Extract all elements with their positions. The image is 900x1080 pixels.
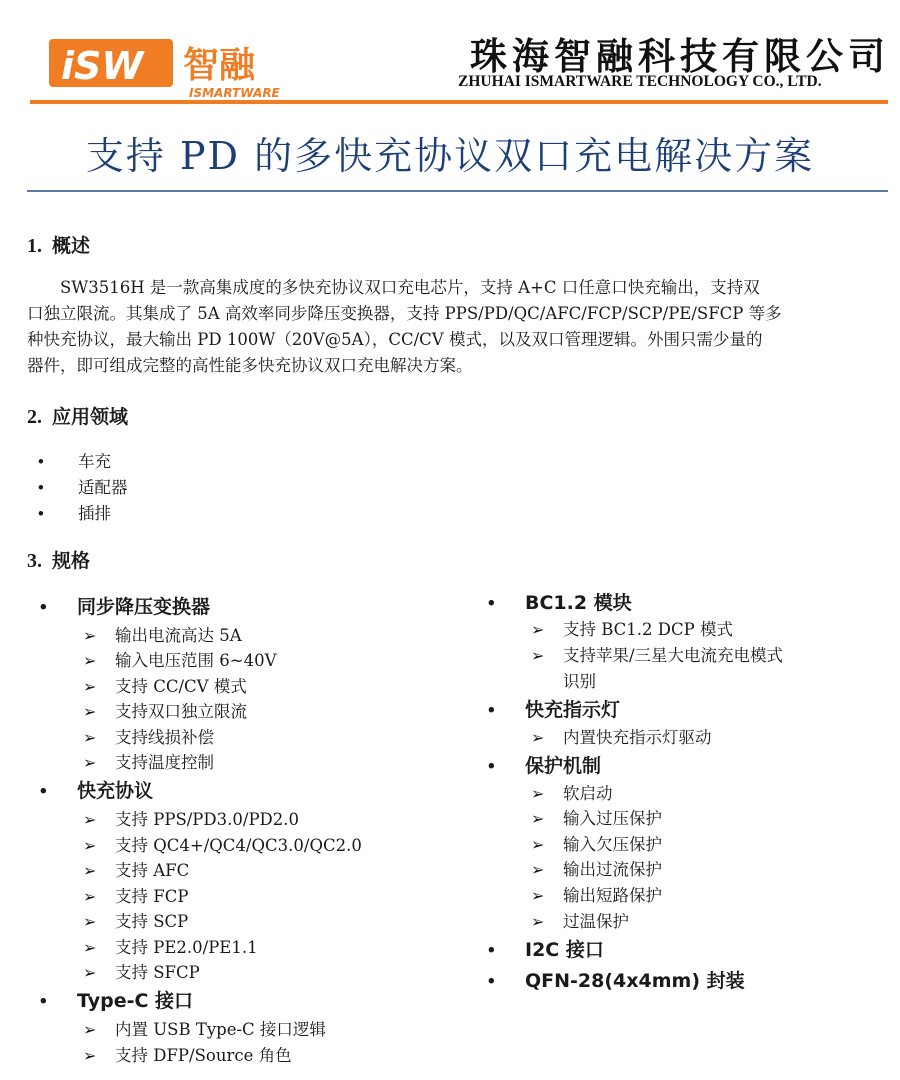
arrow-bullet-icon: ➢ bbox=[83, 626, 97, 645]
company-name-chinese: 珠海智融科技有限公司 bbox=[470, 34, 890, 78]
bullet-icon: • bbox=[38, 505, 44, 523]
arrow-bullet-icon: ➢ bbox=[531, 646, 545, 665]
bullet-icon: • bbox=[40, 991, 47, 1012]
arrow-bullet-icon: ➢ bbox=[83, 1046, 97, 1065]
arrow-bullet-icon: ➢ bbox=[83, 912, 97, 931]
arrow-bullet-icon: ➢ bbox=[531, 784, 545, 803]
spec-group-title: • I2C 接口 bbox=[488, 939, 604, 961]
arrow-bullet-icon: ➢ bbox=[83, 963, 97, 982]
spec-group-title: • 同步降压变换器 bbox=[40, 596, 211, 618]
spec-item: ➢ 支持 AFC bbox=[83, 861, 190, 880]
spec-item-continuation: 识别 bbox=[563, 672, 596, 691]
list-item: • 插排 bbox=[38, 504, 111, 523]
arrow-bullet-icon: ➢ bbox=[83, 836, 97, 855]
arrow-bullet-icon: ➢ bbox=[83, 938, 97, 957]
arrow-bullet-icon: ➢ bbox=[83, 1020, 97, 1039]
spec-item: ➢ 支持 DFP/Source 角色 bbox=[83, 1046, 292, 1065]
spec-item: ➢ 支持苹果/三星大电流充电模式 bbox=[531, 646, 784, 665]
paragraph-line: 种快充协议，最大输出 PD 100W（20V@5A），CC/CV 模式，以及双口管理逻辑。外围只需少量的 bbox=[27, 330, 763, 349]
paragraph-line: SW3516H 是一款高集成度的多快充协议双口充电芯片，支持 A+C 口任意口快充输出，支持双 bbox=[27, 278, 760, 297]
spec-item: ➢ 内置快充指示灯驱动 bbox=[531, 728, 712, 747]
arrow-bullet-icon: ➢ bbox=[83, 677, 97, 696]
spec-item: ➢ 输出过流保护 bbox=[531, 860, 662, 879]
arrow-bullet-icon: ➢ bbox=[83, 887, 97, 906]
arrow-bullet-icon: ➢ bbox=[83, 753, 97, 772]
logo-chinese-name: 智融 bbox=[183, 45, 256, 86]
list-item: • 适配器 bbox=[38, 478, 128, 497]
spec-item: ➢ 支持 CC/CV 模式 bbox=[83, 677, 247, 696]
section-heading-overview bbox=[27, 231, 90, 258]
bullet-icon: • bbox=[488, 940, 495, 961]
spec-item: ➢ 软启动 bbox=[531, 784, 613, 803]
bullet-icon: • bbox=[488, 971, 495, 992]
header-divider bbox=[30, 100, 888, 104]
overview-paragraph bbox=[27, 275, 877, 379]
spec-item: ➢ 过温保护 bbox=[531, 912, 629, 931]
arrow-bullet-icon: ➢ bbox=[531, 809, 545, 828]
spec-item: ➢ 支持 SCP bbox=[83, 912, 189, 931]
bullet-icon: • bbox=[488, 700, 495, 721]
spec-item: ➢ 输出电流高达 5A bbox=[83, 626, 242, 645]
section-title: 规格 bbox=[52, 550, 91, 572]
arrow-bullet-icon: ➢ bbox=[83, 702, 97, 721]
section-title: 概述 bbox=[52, 235, 91, 257]
arrow-bullet-icon: ➢ bbox=[83, 728, 97, 747]
section-title: 应用领域 bbox=[52, 406, 129, 428]
bullet-icon: • bbox=[38, 453, 44, 471]
spec-group-title: • QFN-28(4x4mm) 封装 bbox=[488, 970, 745, 992]
title-divider bbox=[27, 190, 888, 192]
paragraph-line: 口独立限流。其集成了 5A 高效率同步降压变换器，支持 PPS/PD/QC/AFC/FCP/SCP/PE/SFCP 等多 bbox=[27, 304, 782, 323]
spec-item: ➢ 支持 QC4+/QC4/QC3.0/QC2.0 bbox=[83, 836, 362, 855]
arrow-bullet-icon: ➢ bbox=[83, 861, 97, 880]
bullet-icon: • bbox=[488, 593, 495, 614]
spec-group-title: • 快充指示灯 bbox=[488, 699, 621, 721]
spec-item: ➢ 输入过压保护 bbox=[531, 809, 662, 828]
logo-english-name: ISMARTWARE bbox=[189, 86, 280, 100]
bullet-icon: • bbox=[40, 597, 47, 618]
logo-mark: iSW bbox=[61, 44, 144, 88]
spec-item: ➢ 支持 PE2.0/PE1.1 bbox=[83, 938, 258, 957]
arrow-bullet-icon: ➢ bbox=[531, 886, 545, 905]
arrow-bullet-icon: ➢ bbox=[531, 620, 545, 639]
arrow-bullet-icon: ➢ bbox=[83, 810, 97, 829]
company-name-english: ZHUHAI ISMARTWARE TECHNOLOGY CO., LTD. bbox=[458, 73, 822, 90]
ismartware-logo bbox=[49, 37, 319, 101]
spec-item: ➢ 支持线损补偿 bbox=[83, 728, 214, 747]
spec-group-title: • 保护机制 bbox=[488, 755, 602, 777]
arrow-bullet-icon: ➢ bbox=[531, 860, 545, 879]
spec-item: ➢ 支持 PPS/PD3.0/PD2.0 bbox=[83, 810, 300, 829]
spec-item: ➢ 内置 USB Type-C 接口逻辑 bbox=[83, 1020, 326, 1039]
list-item: • 车充 bbox=[38, 452, 111, 471]
spec-item: ➢ 支持 SFCP bbox=[83, 963, 200, 982]
paragraph-line: 器件，即可组成完整的高性能多快充协议双口充电解决方案。 bbox=[27, 356, 473, 375]
section-number: 3. bbox=[27, 550, 42, 572]
spec-item: ➢ 输入电压范围 6~40V bbox=[83, 651, 277, 670]
section-heading-specs bbox=[27, 546, 90, 573]
spec-group-title: • BC1.2 模块 bbox=[488, 592, 632, 614]
spec-item: ➢ 输出短路保护 bbox=[531, 886, 662, 905]
spec-group-title: • Type-C 接口 bbox=[40, 990, 194, 1012]
arrow-bullet-icon: ➢ bbox=[531, 912, 545, 931]
spec-item: ➢ 支持 BC1.2 DCP 模式 bbox=[531, 620, 733, 639]
arrow-bullet-icon: ➢ bbox=[83, 651, 97, 670]
spec-item: ➢ 支持双口独立限流 bbox=[83, 702, 247, 721]
spec-item: ➢ 支持 FCP bbox=[83, 887, 189, 906]
arrow-bullet-icon: ➢ bbox=[531, 835, 545, 854]
document-title: 支持 PD 的多快充协议双口充电解决方案 bbox=[85, 134, 815, 178]
bullet-icon: • bbox=[38, 479, 44, 497]
arrow-bullet-icon: ➢ bbox=[531, 728, 545, 747]
spec-item: ➢ 支持温度控制 bbox=[83, 753, 214, 772]
spec-group-title: • 快充协议 bbox=[40, 780, 154, 802]
section-number: 1. bbox=[27, 235, 42, 257]
section-heading-applications bbox=[27, 402, 128, 429]
bullet-icon: • bbox=[488, 756, 495, 777]
bullet-icon: • bbox=[40, 781, 47, 802]
section-number: 2. bbox=[27, 406, 42, 428]
spec-item: ➢ 输入欠压保护 bbox=[531, 835, 662, 854]
